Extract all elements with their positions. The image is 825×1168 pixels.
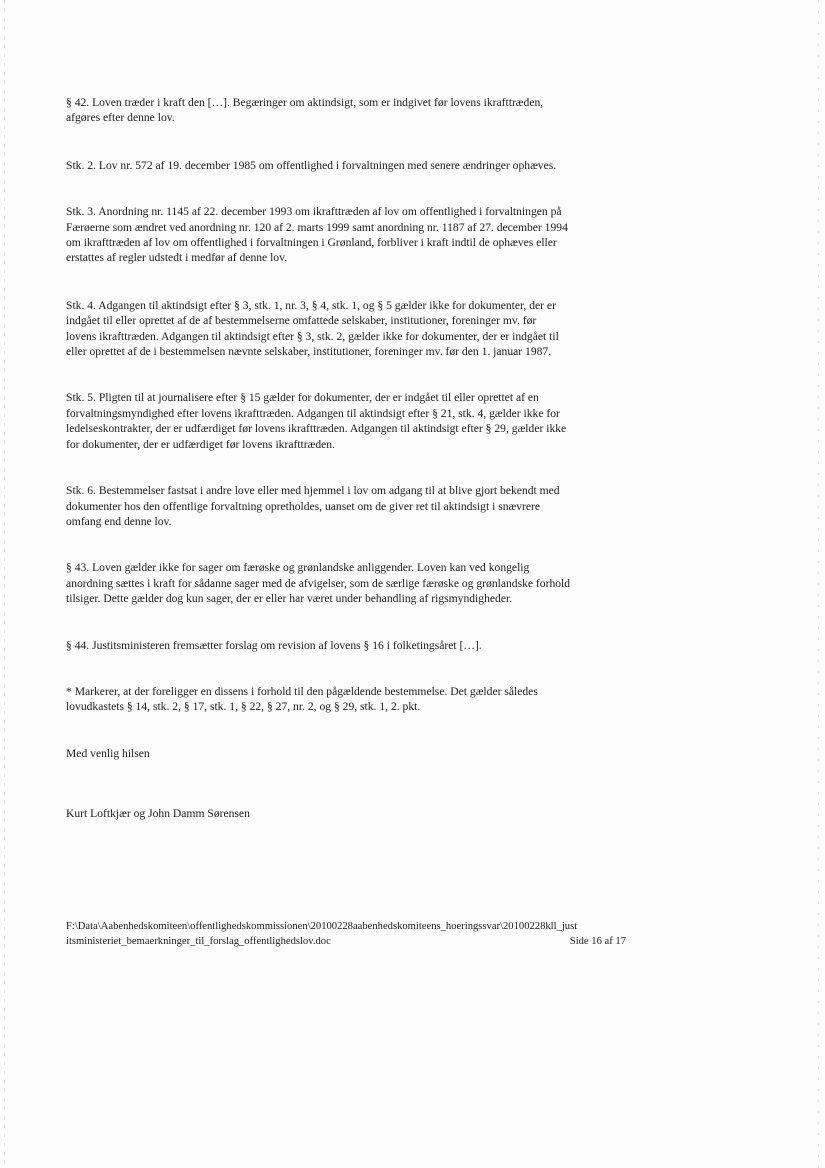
paragraph-stk-4: Stk. 4. Adgangen til aktindsigt efter § 3, stk. 1, nr. 3, § 4, stk. 1, og § 5 gælder ikke for dokumenter, der er indgået til eller oprettet af de af bestemmelserne omfattede selskaber, institutioner, foreninger mv. før lovens ikrafttræden. Adgangen til aktindsigt efter § 3, stk. 2, gælder ikke for dokumenter, der er indgået til eller oprettet af de i bestemmelsen nævnte selskaber, institutioner, foreninger mv. før den 1. januar 1987. xyxy=(66,298,559,359)
footer-file-path-line2: itsministeriet_bemaerkninger_til_forslag_offentlighedslov.doc xyxy=(66,935,331,947)
paragraph-stk-6: Stk. 6. Bestemmelser fastsat i andre love eller med hjemmel i lov om adgang til at blive gjort bekendt med dokumenter hos den offentlige forvaltning opretholdes, uanset om de giver ret til aktindsigt i snævrere omfang end denne lov. xyxy=(66,484,560,528)
page-number: Side 16 af 17 xyxy=(569,935,626,947)
paragraph-section-44: § 44. Justitsministeren fremsætter forslag om revision af lovens § 16 i folketingsåret […]. xyxy=(66,638,482,652)
scan-edge-right xyxy=(818,0,819,1168)
scan-edge-left xyxy=(4,0,5,1168)
document-body xyxy=(66,95,636,822)
closing-greeting: Med venlig hilsen xyxy=(66,746,150,760)
paragraph-stk-3: Stk. 3. Anordning nr. 1145 af 22. december 1993 om ikrafttræden af lov om offentlighed i forvaltningen på Færøerne som ændret ved anordning nr. 120 af 2. marts 1999 samt anordning nr. 1187 af 27. december 1994 om ikrafttræden af lov om offentlighed i forvaltningen i Grønland, forbliver i kraft indtil de ophæves eller erstattes af regler udstedt i medfør af denne lov. xyxy=(66,205,568,265)
footer-last-line xyxy=(66,935,626,950)
footer-file-path-line1: F:\Data\Aabenhedskomiteen\offentlighedskommissionen\20100228aabenhedskomiteens_hoeringssvar\20100228kll_just xyxy=(66,921,578,932)
paragraph-dissent-note: * Markerer, at der foreligger en dissens i forhold til den pågældende bestemmelse. Det gælder således lovudkastets § 14, stk. 2, § 17, stk. 1, § 22, § 27, nr. 2, og § 29, stk. 1, 2. pkt. xyxy=(66,684,538,714)
paragraph-section-42: § 42. Loven træder i kraft den […]. Begæringer om aktindsigt, som er indgivet før lovens ikrafttræden, afgøres efter denne lov. xyxy=(66,96,544,125)
paragraph-section-43: § 43. Loven gælder ikke for sager om færøske og grønlandske anliggender. Loven kan ved kongelig anordning sættes i kraft for sådanne sager med de afvigelser, som de særlige færøske og grønlandske forhold tilsiger. Dette gælder dog kun sager, der er eller har været under behandling af rigsmyndigheder. xyxy=(66,561,571,606)
paragraph-stk-2: Stk. 2. Lov nr. 572 af 19. december 1985 om offentlighed i forvaltningen med senere ændringer ophæves. xyxy=(66,158,557,172)
paragraph-stk-5: Stk. 5. Pligten til at journalisere efter § 15 gælder for dokumenter, der er indgået til eller oprettet af en forvaltningsmyndighed efter lovens ikrafttræden. Adgangen til aktindsigt efter § 21, stk. 4, gælder ikke for ledelseskontrakter, der er udfærdiget før lovens ikrafttræden. Adgangen til aktindsigt efter § 29, gælder ikke for dokumenter, der er udfærdiget før lovens ikrafttræden. xyxy=(66,391,567,451)
signature-names: Kurt Loftkjær og John Damm Sørensen xyxy=(66,807,250,821)
document-footer xyxy=(66,920,626,949)
